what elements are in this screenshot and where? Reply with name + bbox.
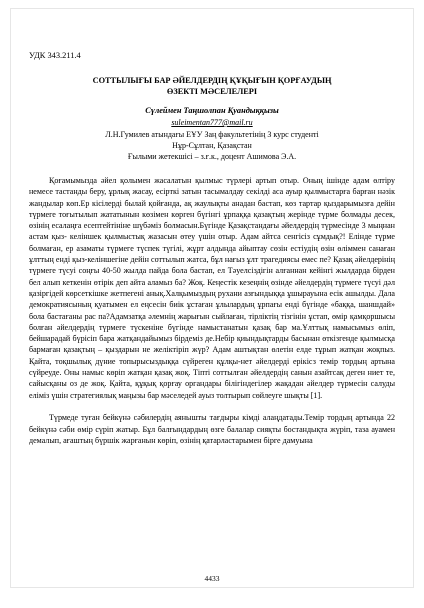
affiliation-line-3: Ғылыми жетекшісі – з.ғ.к., доцент Ашимова Э.А. xyxy=(127,152,297,161)
author-name: Сүлеймен Таңшолпан Қуандыққызы xyxy=(145,106,279,115)
affiliation-line-2: Нұр-Сұлтан, Қазақстан xyxy=(172,141,252,150)
page-number: 4433 xyxy=(204,574,220,583)
document-page xyxy=(10,8,414,588)
udk-code: УДК 343.211.4 xyxy=(29,51,81,60)
paper-title xyxy=(29,75,395,97)
body-text xyxy=(29,175,395,446)
affiliation-line-1: Л.Н.Гумилев атындағы ЕҰУ Заң факультетінің 3 курс студенті xyxy=(105,130,319,139)
title-line-1: СОТТЫЛЫҒЫ БАР ӘЙЕЛДЕРДІҢ ҚҰҚЫҒЫН ҚОРҒАУДЫҢ xyxy=(92,76,332,85)
paragraph-1: Қоғамымызда әйел қолымен жасалатын қылмыс түрлері артып отыр. Оның ішінде адам өлтіру немесе тастанды беру, ұрлық жасау, есірткі затын тасымалдау секілді аса ауыр қылмыстарға барған нәзік жандылар көп.Ер кісілерді былай қойғанда, ақ жаулықты анадан бастап, көз тартар қыздарымызға дейін түрмеге тоғытылып жататынын көзімен көрген бүгінгі ұрпаққа қазақтың жерінде түрме болмады десек, өзінің есалаңға есептейтініне шүбәміз болмасын.Бүгінде Қазақстандағы әйелдердің түрмесінде 3 мыңнан астам қыз- келіншек қылмыстық жазасын өтеу үшін отыр. Адам айтса сенгісіз сұмдық?! Елінде түрме болмаған, ер азаматы түрмеге түспек түгілі, жұрт алдында айыптау сөзін естіудің өзін өліммен санаған ұлттың енді қыз-келіншегіне дейін соттылып жатса, бұл нағыз ұлт трагедиясы емес пе? Қазақ әйелдерінің түрмеге түсуі соңғы 40-50 жылда пайда бола бастап, ел Тәуелсіздігін алғаннан кейінгі жылдарда бірден бел алып кеткенін өтірік деп айта аламыз ба? Жоқ. Кеңестік кезеңнің өзінде әйелдердің түрмеге түсуі дәл қазіргідей көрсеткішке жетпегені анық.Халқымыздың рухани азғындыққа ұшырауына есік ашылды. Дала демократиясының қуатымен ел еңсесін биік ұстаған ұлылардың ұрпағы енді бүгінде «баққа, шаншдай» бола бастағаны рас па?Адамзатқа әлемнің жарығын сыйлаған, тірліктің тізгінін ұстап, өмір қамқоршысы болған әйелдердің түрмеге түскеніне бүгінде намыстанатын қазақ бар ма.Ұлттық намысымыз өліп, бейшарадай бүрісіп бара жатқандайымыз бірдеміз де.Небір қиындықтарды басынан өткізгенде қылмысқа бармаған қазақтың – қыздарын не желіктіріп жүр? Адам аштықтан өлетін елде тұрып жатқан жоқпыз. Қайта, тоқшылық дүние топырысыздыққа сүйреген құлқы-нет әйелдерді ерікісз темір тордың артына сүйреуде. Оны намыс көріп жатқан қазақ жоқ. Тіпті соттылған әйелдердің санын азайтсақ деген ниет те, сайысқаны оз де жоқ. Қайта, құқық қорғау органдары білігіндегілер жақадан әйелдер түрмесін салуды еліміз үшін стратегиялық маңызы бар мәселедей ауыз толтырып сөйлеуге шықты [1]. xyxy=(29,176,395,400)
author-email[interactable]: suleimentan777@mail.ru xyxy=(171,118,253,127)
paragraph-2: Түрмеде туған бейкүнә сәбилердің аянышты тағдыры кімді алаңдатады.Темір тордың артында 22 бейкүнә сәби өмір сүріп жатыр. Бұл балғындардың өзге балалар сияқты бостандықта жүріп, таза ауамен демалып, ағаштың бүршік жарғанын көріп, өзінің қатарластарымен бірге дамуына xyxy=(29,413,395,445)
affiliation xyxy=(29,129,395,162)
title-line-2: ӨЗЕКТІ МӘСЕЛЕЛЕРІ xyxy=(166,87,258,96)
